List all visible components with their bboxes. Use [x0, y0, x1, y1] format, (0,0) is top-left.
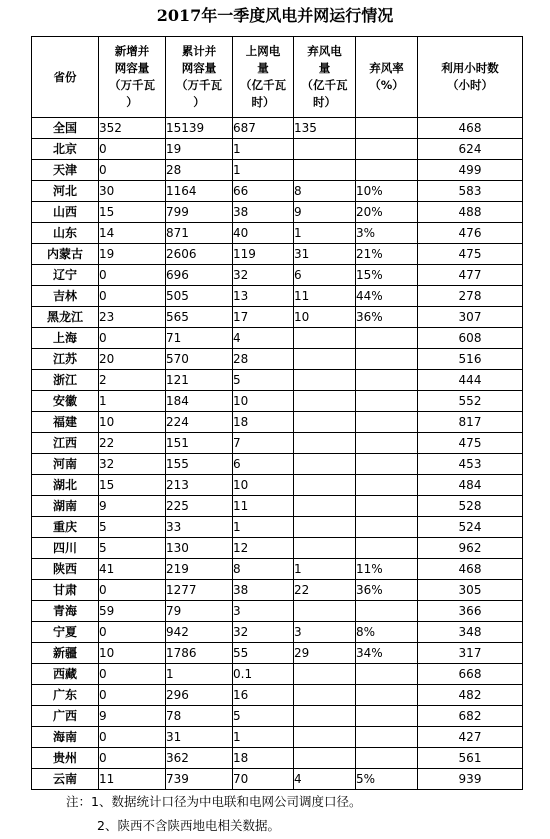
curtailment-rate-cell — [356, 601, 418, 622]
total-capacity-cell: 799 — [166, 202, 233, 223]
grid-energy-cell: 55 — [233, 643, 294, 664]
utilization-hours-cell: 453 — [418, 454, 523, 475]
grid-energy-cell: 12 — [233, 538, 294, 559]
utilization-hours-cell: 278 — [418, 286, 523, 307]
new-capacity-cell: 352 — [99, 118, 166, 139]
new-capacity-cell: 2 — [99, 370, 166, 391]
total-capacity-cell: 942 — [166, 622, 233, 643]
curtailment-rate-cell — [356, 538, 418, 559]
grid-energy-cell: 18 — [233, 412, 294, 433]
curtailed-energy-cell: 11 — [294, 286, 356, 307]
grid-energy-cell: 119 — [233, 244, 294, 265]
curtailment-rate-cell: 5% — [356, 769, 418, 790]
curtailed-energy-cell — [294, 685, 356, 706]
province-cell: 全国 — [32, 118, 99, 139]
utilization-hours-cell: 583 — [418, 181, 523, 202]
grid-energy-cell: 3 — [233, 601, 294, 622]
grid-energy-cell: 18 — [233, 748, 294, 769]
curtailment-rate-cell — [356, 412, 418, 433]
total-capacity-cell: 184 — [166, 391, 233, 412]
utilization-hours-cell: 608 — [418, 328, 523, 349]
province-cell: 湖南 — [32, 496, 99, 517]
grid-energy-cell: 11 — [233, 496, 294, 517]
curtailment-rate-cell — [356, 496, 418, 517]
utilization-hours-cell: 475 — [418, 244, 523, 265]
total-capacity-cell: 151 — [166, 433, 233, 454]
utilization-hours-cell: 939 — [418, 769, 523, 790]
new-capacity-cell: 0 — [99, 685, 166, 706]
curtailed-energy-cell — [294, 475, 356, 496]
grid-energy-cell: 6 — [233, 454, 294, 475]
grid-energy-cell: 0.1 — [233, 664, 294, 685]
table-row — [32, 265, 523, 286]
grid-energy-cell: 16 — [233, 685, 294, 706]
header-row — [32, 37, 523, 118]
curtailed-energy-cell: 22 — [294, 580, 356, 601]
curtailed-energy-cell — [294, 664, 356, 685]
grid-energy-cell: 10 — [233, 475, 294, 496]
curtailment-rate-cell — [356, 664, 418, 685]
curtailed-energy-cell: 29 — [294, 643, 356, 664]
province-cell: 安徽 — [32, 391, 99, 412]
new-capacity-cell: 0 — [99, 328, 166, 349]
table-row — [32, 769, 523, 790]
curtailment-rate-cell — [356, 706, 418, 727]
grid-energy-cell: 17 — [233, 307, 294, 328]
utilization-hours-cell: 552 — [418, 391, 523, 412]
total-capacity-cell: 225 — [166, 496, 233, 517]
curtailment-rate-cell: 15% — [356, 265, 418, 286]
new-capacity-cell: 0 — [99, 139, 166, 160]
total-capacity-cell: 696 — [166, 265, 233, 286]
grid-energy-cell: 38 — [233, 202, 294, 223]
curtailment-rate-cell — [356, 139, 418, 160]
header-grid-energy — [233, 37, 294, 118]
curtailment-rate-cell: 44% — [356, 286, 418, 307]
total-capacity-cell: 570 — [166, 349, 233, 370]
curtailment-rate-cell — [356, 475, 418, 496]
new-capacity-cell: 0 — [99, 580, 166, 601]
utilization-hours-cell: 427 — [418, 727, 523, 748]
header-total-capacity-label: 累计并 网容量 （万千瓦 ） — [176, 44, 222, 109]
curtailed-energy-cell: 3 — [294, 622, 356, 643]
new-capacity-cell: 0 — [99, 748, 166, 769]
grid-energy-cell: 1 — [233, 160, 294, 181]
table-row — [32, 517, 523, 538]
grid-energy-cell: 5 — [233, 706, 294, 727]
new-capacity-cell: 10 — [99, 412, 166, 433]
curtailed-energy-cell: 4 — [294, 769, 356, 790]
grid-energy-cell: 5 — [233, 370, 294, 391]
new-capacity-cell: 9 — [99, 496, 166, 517]
province-cell: 广西 — [32, 706, 99, 727]
table-row — [32, 118, 523, 139]
table-row — [32, 307, 523, 328]
curtailment-rate-cell: 10% — [356, 181, 418, 202]
utilization-hours-cell: 475 — [418, 433, 523, 454]
province-cell: 宁夏 — [32, 622, 99, 643]
grid-energy-cell: 10 — [233, 391, 294, 412]
footnote-2: 2、陕西不含陕西地电相关数据。 — [97, 818, 280, 833]
footnote-1: 注：1、数据统计口径为中电联和电网公司调度口径。 — [66, 794, 362, 809]
province-cell: 吉林 — [32, 286, 99, 307]
curtailed-energy-cell — [294, 370, 356, 391]
new-capacity-cell: 59 — [99, 601, 166, 622]
utilization-hours-cell: 484 — [418, 475, 523, 496]
curtailment-rate-cell — [356, 454, 418, 475]
table-row — [32, 727, 523, 748]
table-row — [32, 139, 523, 160]
province-cell: 江苏 — [32, 349, 99, 370]
total-capacity-cell: 219 — [166, 559, 233, 580]
utilization-hours-cell: 444 — [418, 370, 523, 391]
table-row — [32, 601, 523, 622]
table-row — [32, 244, 523, 265]
grid-energy-cell: 70 — [233, 769, 294, 790]
utilization-hours-cell: 488 — [418, 202, 523, 223]
new-capacity-cell: 1 — [99, 391, 166, 412]
utilization-hours-cell: 307 — [418, 307, 523, 328]
grid-energy-cell: 1 — [233, 727, 294, 748]
total-capacity-cell: 28 — [166, 160, 233, 181]
table-row — [32, 328, 523, 349]
province-cell: 贵州 — [32, 748, 99, 769]
new-capacity-cell: 5 — [99, 517, 166, 538]
province-cell: 广东 — [32, 685, 99, 706]
province-cell: 福建 — [32, 412, 99, 433]
grid-energy-cell: 38 — [233, 580, 294, 601]
header-curtailment-rate — [356, 37, 418, 118]
utilization-hours-cell: 499 — [418, 160, 523, 181]
table-row — [32, 202, 523, 223]
total-capacity-cell: 213 — [166, 475, 233, 496]
total-capacity-cell: 505 — [166, 286, 233, 307]
province-cell: 重庆 — [32, 517, 99, 538]
total-capacity-cell: 155 — [166, 454, 233, 475]
wind-power-table — [31, 36, 523, 790]
curtailed-energy-cell — [294, 349, 356, 370]
total-capacity-cell: 15139 — [166, 118, 233, 139]
curtailment-rate-cell — [356, 727, 418, 748]
curtailed-energy-cell: 6 — [294, 265, 356, 286]
curtailed-energy-cell — [294, 328, 356, 349]
table-row — [32, 181, 523, 202]
new-capacity-cell: 32 — [99, 454, 166, 475]
province-cell: 陕西 — [32, 559, 99, 580]
total-capacity-cell: 224 — [166, 412, 233, 433]
page-title: 2017年一季度风电并网运行情况 — [156, 6, 394, 25]
curtailment-rate-cell — [356, 433, 418, 454]
utilization-hours-cell: 317 — [418, 643, 523, 664]
table-row — [32, 643, 523, 664]
grid-energy-cell: 7 — [233, 433, 294, 454]
table-row — [32, 622, 523, 643]
header-new-capacity-label: 新增并 网容量 （万千瓦 ） — [109, 44, 155, 109]
table-row — [32, 748, 523, 769]
curtailment-rate-cell — [356, 517, 418, 538]
province-cell: 甘肃 — [32, 580, 99, 601]
curtailment-rate-cell — [356, 160, 418, 181]
utilization-hours-cell: 477 — [418, 265, 523, 286]
header-curtailed-energy-label: 弃风电 量 （亿千瓦 时） — [301, 44, 348, 109]
table-row — [32, 391, 523, 412]
curtailed-energy-cell — [294, 496, 356, 517]
utilization-hours-cell: 524 — [418, 517, 523, 538]
total-capacity-cell: 121 — [166, 370, 233, 391]
table-row — [32, 370, 523, 391]
curtailed-energy-cell — [294, 538, 356, 559]
curtailed-energy-cell: 31 — [294, 244, 356, 265]
curtailed-energy-cell: 135 — [294, 118, 356, 139]
curtailed-energy-cell — [294, 139, 356, 160]
new-capacity-cell: 11 — [99, 769, 166, 790]
grid-energy-cell: 32 — [233, 265, 294, 286]
province-cell: 青海 — [32, 601, 99, 622]
header-new-capacity — [99, 37, 166, 118]
new-capacity-cell: 0 — [99, 160, 166, 181]
curtailed-energy-cell: 1 — [294, 559, 356, 580]
total-capacity-cell: 739 — [166, 769, 233, 790]
new-capacity-cell: 0 — [99, 265, 166, 286]
total-capacity-cell: 871 — [166, 223, 233, 244]
total-capacity-cell: 78 — [166, 706, 233, 727]
utilization-hours-cell: 817 — [418, 412, 523, 433]
grid-energy-cell: 66 — [233, 181, 294, 202]
total-capacity-cell: 1 — [166, 664, 233, 685]
curtailed-energy-cell — [294, 748, 356, 769]
total-capacity-cell: 79 — [166, 601, 233, 622]
utilization-hours-cell: 482 — [418, 685, 523, 706]
new-capacity-cell: 20 — [99, 349, 166, 370]
table-row — [32, 286, 523, 307]
curtailed-energy-cell — [294, 601, 356, 622]
table-row — [32, 664, 523, 685]
utilization-hours-cell: 348 — [418, 622, 523, 643]
utilization-hours-cell: 624 — [418, 139, 523, 160]
curtailed-energy-cell — [294, 706, 356, 727]
table-row — [32, 706, 523, 727]
province-cell: 江西 — [32, 433, 99, 454]
total-capacity-cell: 71 — [166, 328, 233, 349]
province-cell: 云南 — [32, 769, 99, 790]
table-row — [32, 475, 523, 496]
header-province: 省份 — [32, 37, 99, 118]
total-capacity-cell: 1786 — [166, 643, 233, 664]
total-capacity-cell: 2606 — [166, 244, 233, 265]
province-cell: 内蒙古 — [32, 244, 99, 265]
province-cell: 浙江 — [32, 370, 99, 391]
utilization-hours-cell: 528 — [418, 496, 523, 517]
grid-energy-cell: 1 — [233, 517, 294, 538]
new-capacity-cell: 10 — [99, 643, 166, 664]
total-capacity-cell: 31 — [166, 727, 233, 748]
curtailment-rate-cell: 20% — [356, 202, 418, 223]
new-capacity-cell: 15 — [99, 202, 166, 223]
new-capacity-cell: 30 — [99, 181, 166, 202]
table-row — [32, 160, 523, 181]
curtailment-rate-cell — [356, 328, 418, 349]
new-capacity-cell: 5 — [99, 538, 166, 559]
utilization-hours-cell: 366 — [418, 601, 523, 622]
province-cell: 西藏 — [32, 664, 99, 685]
curtailed-energy-cell — [294, 454, 356, 475]
utilization-hours-cell: 305 — [418, 580, 523, 601]
header-grid-energy-label: 上网电 量 （亿千瓦 时） — [240, 44, 286, 109]
utilization-hours-cell: 561 — [418, 748, 523, 769]
new-capacity-cell: 23 — [99, 307, 166, 328]
curtailment-rate-cell: 21% — [356, 244, 418, 265]
province-cell: 山东 — [32, 223, 99, 244]
header-utilization-hours — [418, 37, 523, 118]
province-cell: 湖北 — [32, 475, 99, 496]
header-curtailed-energy — [294, 37, 356, 118]
grid-energy-cell: 40 — [233, 223, 294, 244]
curtailment-rate-cell — [356, 685, 418, 706]
grid-energy-cell: 1 — [233, 139, 294, 160]
header-curtailment-rate-label: 弃风率 （%） — [369, 61, 404, 92]
total-capacity-cell: 130 — [166, 538, 233, 559]
province-cell: 辽宁 — [32, 265, 99, 286]
curtailment-rate-cell: 36% — [356, 307, 418, 328]
grid-energy-cell: 687 — [233, 118, 294, 139]
curtailment-rate-cell: 3% — [356, 223, 418, 244]
curtailment-rate-cell — [356, 391, 418, 412]
province-cell: 黑龙江 — [32, 307, 99, 328]
utilization-hours-cell: 468 — [418, 559, 523, 580]
new-capacity-cell: 0 — [99, 727, 166, 748]
table-row — [32, 538, 523, 559]
new-capacity-cell: 15 — [99, 475, 166, 496]
curtailed-energy-cell: 9 — [294, 202, 356, 223]
curtailment-rate-cell: 11% — [356, 559, 418, 580]
table-row — [32, 349, 523, 370]
curtailment-rate-cell — [356, 118, 418, 139]
new-capacity-cell: 14 — [99, 223, 166, 244]
table-row — [32, 685, 523, 706]
total-capacity-cell: 33 — [166, 517, 233, 538]
province-cell: 山西 — [32, 202, 99, 223]
utilization-hours-cell: 468 — [418, 118, 523, 139]
total-capacity-cell: 19 — [166, 139, 233, 160]
header-total-capacity — [166, 37, 233, 118]
province-cell: 四川 — [32, 538, 99, 559]
curtailed-energy-cell: 8 — [294, 181, 356, 202]
table-row — [32, 496, 523, 517]
province-cell: 河南 — [32, 454, 99, 475]
table-row — [32, 223, 523, 244]
curtailed-energy-cell — [294, 517, 356, 538]
curtailment-rate-cell — [356, 748, 418, 769]
grid-energy-cell: 4 — [233, 328, 294, 349]
curtailed-energy-cell — [294, 160, 356, 181]
utilization-hours-cell: 668 — [418, 664, 523, 685]
new-capacity-cell: 0 — [99, 622, 166, 643]
utilization-hours-cell: 682 — [418, 706, 523, 727]
curtailed-energy-cell — [294, 412, 356, 433]
new-capacity-cell: 41 — [99, 559, 166, 580]
curtailment-rate-cell: 34% — [356, 643, 418, 664]
utilization-hours-cell: 476 — [418, 223, 523, 244]
table-row — [32, 559, 523, 580]
curtailed-energy-cell — [294, 391, 356, 412]
province-cell: 北京 — [32, 139, 99, 160]
utilization-hours-cell: 962 — [418, 538, 523, 559]
curtailment-rate-cell: 8% — [356, 622, 418, 643]
total-capacity-cell: 1277 — [166, 580, 233, 601]
province-cell: 上海 — [32, 328, 99, 349]
province-cell: 海南 — [32, 727, 99, 748]
total-capacity-cell: 362 — [166, 748, 233, 769]
new-capacity-cell: 22 — [99, 433, 166, 454]
table-row — [32, 454, 523, 475]
province-cell: 河北 — [32, 181, 99, 202]
curtailment-rate-cell: 36% — [356, 580, 418, 601]
new-capacity-cell: 0 — [99, 286, 166, 307]
table-row — [32, 412, 523, 433]
header-utilization-hours-label: 利用小时数 （小时） — [441, 61, 499, 92]
utilization-hours-cell: 516 — [418, 349, 523, 370]
curtailment-rate-cell — [356, 370, 418, 391]
curtailed-energy-cell: 10 — [294, 307, 356, 328]
curtailed-energy-cell — [294, 727, 356, 748]
footnotes — [66, 790, 361, 838]
grid-energy-cell: 28 — [233, 349, 294, 370]
province-cell: 天津 — [32, 160, 99, 181]
grid-energy-cell: 8 — [233, 559, 294, 580]
total-capacity-cell: 565 — [166, 307, 233, 328]
grid-energy-cell: 32 — [233, 622, 294, 643]
grid-energy-cell: 13 — [233, 286, 294, 307]
total-capacity-cell: 1164 — [166, 181, 233, 202]
province-cell: 新疆 — [32, 643, 99, 664]
table-row — [32, 580, 523, 601]
curtailed-energy-cell — [294, 433, 356, 454]
table-row — [32, 433, 523, 454]
new-capacity-cell: 19 — [99, 244, 166, 265]
new-capacity-cell: 9 — [99, 706, 166, 727]
total-capacity-cell: 296 — [166, 685, 233, 706]
curtailment-rate-cell — [356, 349, 418, 370]
curtailed-energy-cell: 1 — [294, 223, 356, 244]
new-capacity-cell: 0 — [99, 664, 166, 685]
